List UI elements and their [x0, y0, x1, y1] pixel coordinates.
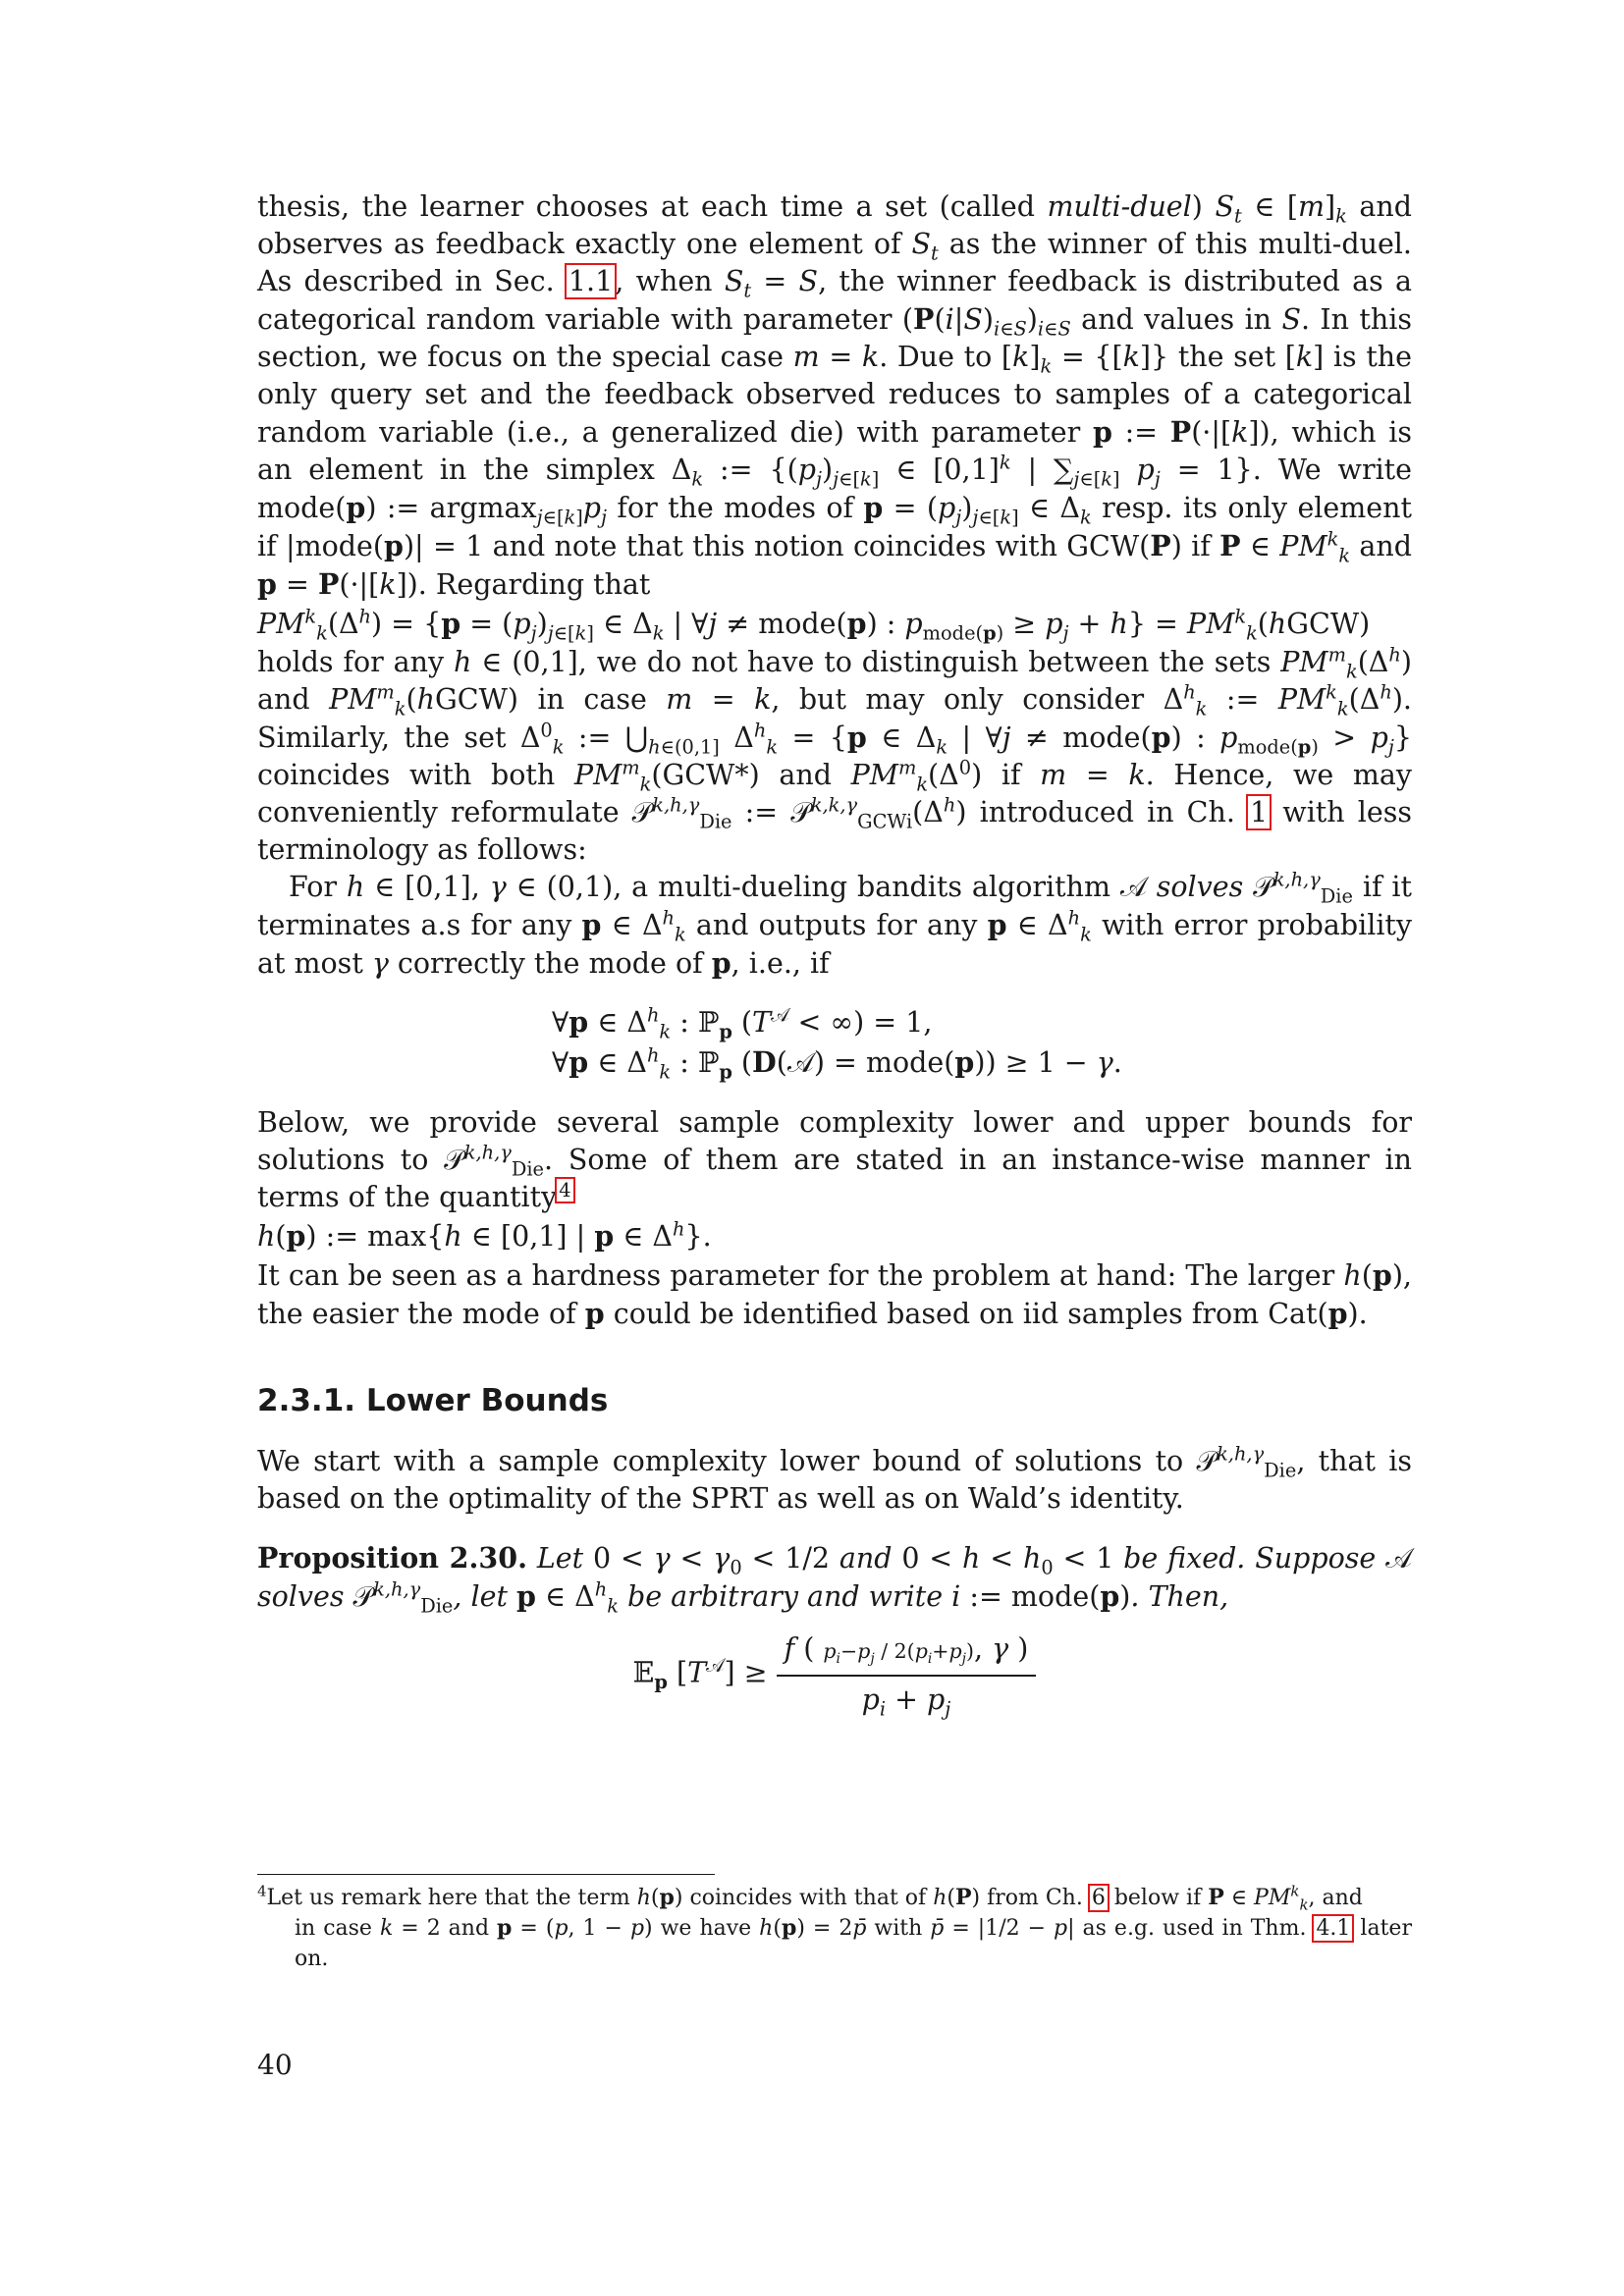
- equation-line-termination: ∀p ∈ $\Delta^h_k$ : ℙ$_p$ ($T^𝒜$ < ∞) = 1,: [552, 1003, 933, 1043]
- footnote-marker[interactable]: 4: [559, 1178, 571, 1201]
- paragraph-bounds: Below, we provide several sample complexity lower and upper bounds for solutions to 𝒫$^{k,h,\gamma}_{Die}$. Some of them are stated in an instance-wise manner in terms of the quantity $^4$: [257, 1106, 1412, 1213]
- page-number: 40: [257, 2049, 293, 2081]
- footnote-rule: [257, 1874, 715, 1875]
- paragraph-holds: holds for any h ∈ (0,1], we do not have to distinguish between the sets $PM^m_k(\Delta^h)$ and $PM^m_k(hGCW)$ in case m = k, but may only consider $\Delta^h_k$ := $PM^k_k(\Delta^h)$. Similarly, the set $\Delta^0_k$ := $⋃_{h\in(0,1]}$ $\Delta^h_k = \{p$ ∈ $\Delta_k$ | ∀j ≠ mode(p) : $p_{mode(p)} > p_j$} coincides with both $PM^m_k(GCW*)$ and $PM^m_k(\Delta^0)$ if m = k. Hence, we may conveniently reformulate 𝒫$^{k,h,\gamma}_{Die}$ := $𝒫^{k,k,\gamma}_{GCWi}(\Delta^h)$ introduced in Ch. 1 with less terminology as follows:: [257, 643, 1413, 866]
- link-ch-1[interactable]: 1: [1250, 796, 1269, 828]
- paragraph-hardness: It can be seen as a hardness parameter for the problem at hand: The larger h(p), the easier the mode of p could be identified based on iid samples from Cat(p).: [257, 1258, 1412, 1330]
- link-ch-6[interactable]: 6: [1091, 1886, 1106, 1910]
- footnote-number: 4: [257, 1882, 267, 1900]
- paragraph-intro: thesis, the learner chooses at each time a set (called multi-duel) $S_t$ ∈ $[m]_k$ and observes as feedback exactly one element of $S_t$ as the winner of this multi-duel. As described in Sec. 1.1, when $S_t = S$, the winner feedback is distributed as a categorical random variable with parameter $(P(i|S)_{i\in S})_{i\in S}$ and values in S. In this section, we focus on the special case m = k. Due to $[k]_k = \{[k]\}$ the set [k] is the only query set and the feedback observed reduces to samples of a categorical random variable (i.e., a generalized die) with parameter p := P(·|[k]), which is an element in the simplex $\Delta_k$ := {$(p_j)_{j\in[k]}$ ∈ $[0,1]^k$ | $\sum_{j\in[k]}$ $p_j = 1$}. We write mode(p) := $argmax_{j\in[k]}p_j$ for the modes of $p = (p_j)_{j\in[k]}$ ∈ $\Delta_k$ resp. its only element if |mode(p)| = 1 and note that this notion coincides with GCW(P) if P ∈ $PM^k_k$ and p = P(·|[k]). Regarding that: [257, 190, 1413, 601]
- fraction: [777, 1629, 1037, 1720]
- paragraph-lower-bound: We start with a sample complexity lower bound of solutions to 𝒫$^{k,h,\gamma}_{Die}$, that is based on the optimality of the SPRT as well as on Wald’s identity.: [257, 1442, 1412, 1515]
- footnote: $^4$Let us remark here that the term h(p) coincides with that of h(P) from Ch. 6 below if P ∈ $PM^k_k$, and in case k = 2 and p = (p, 1 − p) we have h(p) = 2p̄ with p̄ = |1/2 − p| as e.g. used in Thm. 4.1 later on.: [257, 1882, 1412, 1971]
- equation-hardness: h(p) := max{h ∈ [0,1] | p ∈ $\Delta^h$}.: [257, 1217, 712, 1253]
- link-thm-4-1[interactable]: 4.1: [1316, 1916, 1351, 1941]
- equation-line-correctness: ∀p ∈ $\Delta^h_k$ : ℙ$_p$ (D(𝒜) = mode(p)) ≥ 1 − γ.: [552, 1043, 1122, 1084]
- equation-pm-delta-h: $PM^k_k(\Delta^h) = \{p = (p_j)_{j\in[k]}$ ∈ $\Delta_k$ | ∀j ≠ mode(p) : $p_{mode(p)} \ge p_j + h$} = $PM^k_k(hGCW)$: [257, 605, 1371, 645]
- link-sec-1-1[interactable]: 1.1: [568, 265, 614, 297]
- fraction-denominator: $p_i + p_j$: [861, 1683, 951, 1721]
- proposition: Proposition 2.30. Let $0 < \gamma < \gamma_0 < 1/2$ and $0 < h < h_0 < 1$ be fixed. Suppose 𝒜 solves 𝒫$^{k,h,\gamma}_{Die}$, let p ∈ $\Delta^h_k$ be arbitrary and write i := mode(p). Then,: [257, 1541, 1413, 1618]
- equation-solves-conditions: [552, 1002, 1412, 1083]
- section-heading: 2.3.1. Lower Bounds: [257, 1383, 609, 1418]
- page-body: [257, 188, 1412, 1741]
- paragraph-definition: For h ∈ [0,1], γ ∈ (0,1), a multi-dueling bandits algorithm 𝒜 solves 𝒫$^{k,h,\gamma}_{Die}$ if it terminates a.s for any p ∈ $\Delta^h_k$ and outputs for any p ∈ $\Delta^h_k$ with error probability at most γ correctly the mode of p, i.e., if: [257, 868, 1412, 980]
- proposition-label: Proposition 2.30.: [257, 1541, 528, 1575]
- fraction-numerator: f ( $p_i-p_j / 2(p_i+p_j)$, γ ): [777, 1629, 1037, 1677]
- equation-expectation-bound: 𝔼$_p$ $[T^𝒜]$ ≥ $\frac{f ( p_i-p_j / 2(p_i+p_j), \gamma )}{p_i + p_j}$: [257, 1629, 1412, 1720]
